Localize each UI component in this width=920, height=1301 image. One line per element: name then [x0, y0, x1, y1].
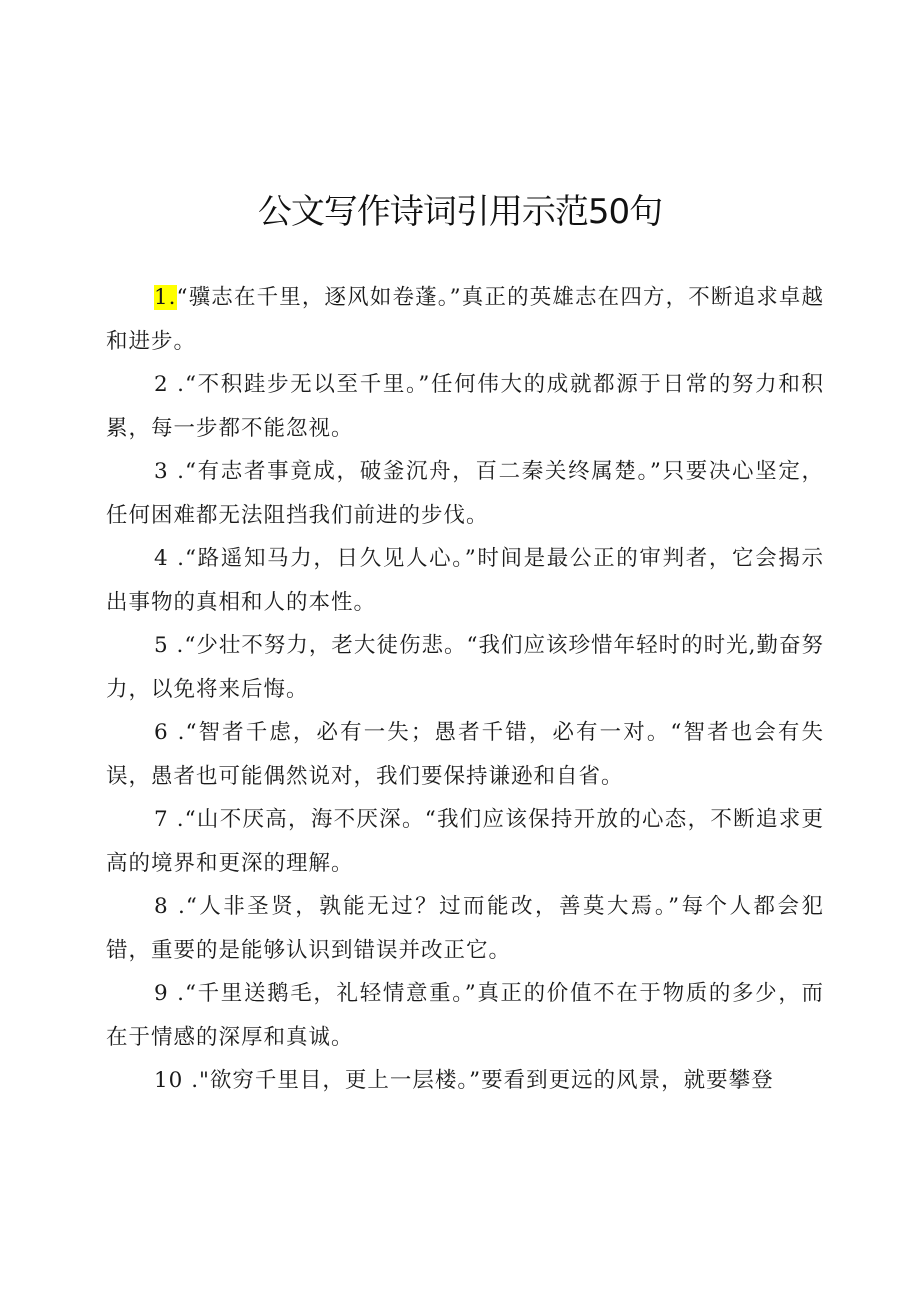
- item-number: 10 .: [154, 1068, 200, 1093]
- list-item-6: [106, 711, 824, 798]
- list-item-4: [106, 537, 824, 624]
- item-text: “人非圣贤，孰能无过？过而能改，善莫大焉。”每个人都会犯错，重要的是能够认识到错误并改正它。: [106, 894, 824, 963]
- item-text: “路遥知马力，日久见人心。”时间是最公正的审判者，它会揭示出事物的真相和人的本性。: [106, 546, 824, 615]
- list-item-2: [106, 363, 824, 450]
- list-item-1: [106, 276, 824, 363]
- list-item-10: [106, 1059, 824, 1103]
- item-text: “山不厌高，海不厌深。“我们应该保持开放的心态，不断追求更高的境界和更深的理解。: [106, 807, 824, 876]
- list-item-8: [106, 885, 824, 972]
- list-item-9: [106, 972, 824, 1059]
- document-body: [106, 276, 824, 1103]
- item-number: 5 .: [154, 633, 185, 658]
- item-number: 4 .: [154, 546, 185, 571]
- item-text: "欲穷千里目，更上一层楼。”要看到更远的风景，就要攀登: [199, 1068, 774, 1093]
- item-number-highlighted: 1.: [154, 285, 177, 310]
- item-number: 2 .: [154, 372, 185, 397]
- item-number: 7 .: [154, 807, 185, 832]
- item-text: “智者千虑，必有一失；愚者千错，必有一对。“智者也会有失误，愚者也可能偶然说对，我们要保持谦逊和自省。: [106, 720, 824, 789]
- list-item-7: [106, 798, 824, 885]
- list-item-5: [106, 624, 824, 711]
- list-item-3: [106, 450, 824, 537]
- item-number: 6 .: [154, 720, 186, 745]
- item-text: “少壮不努力，老大徒伤悲。“我们应该珍惜年轻时的时光,勤奋努力，以免将来后悔。: [106, 633, 824, 702]
- item-number: 8 .: [154, 894, 186, 919]
- item-number: 9 .: [154, 981, 185, 1006]
- item-text: “千里送鹅毛，礼轻情意重。”真正的价值不在于物质的多少，而在于情感的深厚和真诚。: [106, 981, 824, 1050]
- item-text: “不积跬步无以至千里。”任何伟大的成就都源于日常的努力和积累，每一步都不能忽视。: [106, 372, 824, 441]
- document-title: 公文写作诗词引用示范50句: [257, 192, 663, 232]
- item-text: “骥志在千里，逐风如卷蓬。”真正的英雄志在四方，不断追求卓越和进步。: [106, 285, 824, 354]
- item-number: 3 .: [154, 459, 185, 484]
- item-text: “有志者事竟成，破釜沉舟，百二秦关终属楚。”只要决心坚定，任何困难都无法阻挡我们前进的步伐。: [106, 459, 824, 528]
